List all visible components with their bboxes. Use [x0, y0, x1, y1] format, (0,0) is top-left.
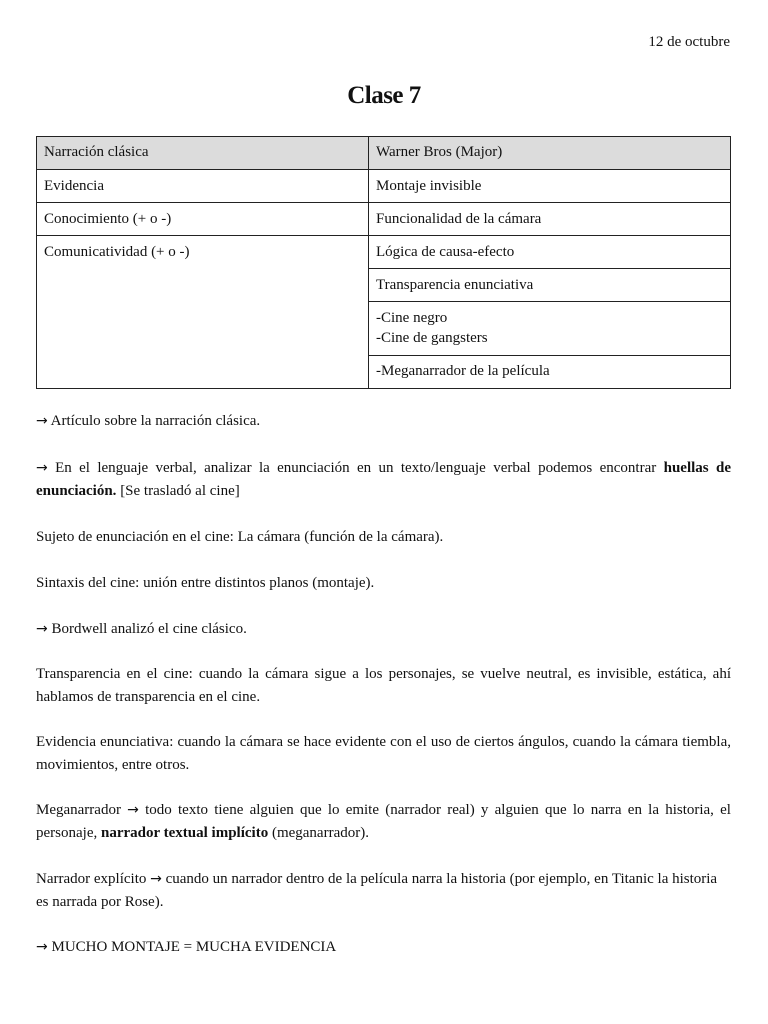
- arrow-icon: →: [36, 460, 48, 476]
- page-title: Clase 7: [347, 82, 421, 109]
- note-paragraph: Sujeto de enunciación en el cine: La cámara (función de la cámara).: [36, 529, 444, 545]
- note-paragraph: Transparencia en el cine: cuando la cámara sigue a los personajes, se vuelve neutral, es invisible, estática, ahí hablamos de transparencia en el cine.: [36, 666, 731, 705]
- note-bold-text: narrador textual implícito: [100, 825, 269, 841]
- table-row: [37, 170, 731, 203]
- note-text: Narrador explícito: [36, 871, 151, 887]
- note-paragraph: [36, 618, 731, 641]
- table-cell: -Meganarrador de la película: [369, 356, 731, 389]
- arrow-icon: →: [36, 939, 48, 955]
- comparison-table: [36, 136, 731, 389]
- table-cell-line: -Cine de gangsters: [376, 330, 488, 346]
- note-paragraph: Sintaxis del cine: unión entre distintos planos (montaje).: [36, 575, 375, 591]
- note-paragraph: Evidencia enunciativa: cuando la cámara se hace evidente con el uso de ciertos ángulos, cuando la cámara tiembla, movimientos, entre otros.: [36, 734, 731, 773]
- note-text: todo texto tiene alguien que lo emite (narrador real) y alguien que lo narra en la historia, el personaje,: [36, 802, 731, 841]
- table-cell: Evidencia: [37, 170, 369, 203]
- note-text: Artículo sobre la narración clásica.: [47, 413, 261, 429]
- note-text: [Se trasladó al cine]: [116, 483, 240, 499]
- note-paragraph: [36, 410, 731, 433]
- note-paragraph: [36, 868, 731, 914]
- table-cell-line: -Cine negro: [376, 310, 448, 326]
- table-cell: Montaje invisible: [369, 170, 731, 203]
- table-cell: [369, 302, 731, 356]
- note-paragraph: [36, 936, 731, 959]
- table-cell: Conocimiento (+ o -): [37, 203, 369, 236]
- arrow-icon: →: [36, 621, 48, 637]
- table-header-row: [37, 137, 731, 170]
- arrow-icon: →: [150, 871, 162, 887]
- arrow-icon: →: [36, 413, 48, 429]
- table-cell: Narración clásica: [37, 137, 369, 170]
- note-text: Meganarrador: [36, 802, 128, 818]
- table-cell: Transparencia enunciativa: [369, 269, 731, 302]
- table-cell: Funcionalidad de la cámara: [369, 203, 731, 236]
- arrow-icon: →: [127, 802, 139, 818]
- table-cell: Lógica de causa-efecto: [369, 236, 731, 269]
- note-paragraph: [36, 799, 731, 845]
- page-date: 12 de octubre: [648, 34, 730, 50]
- note-paragraph: [36, 457, 731, 503]
- table-row: [37, 236, 731, 269]
- note-bold-text: huellas de enunciación.: [36, 460, 731, 499]
- table-cell: Comunicatividad (+ o -): [37, 236, 369, 389]
- note-text: MUCHO MONTAJE = MUCHA EVIDENCIA: [47, 939, 337, 955]
- note-text: Bordwell analizó el cine clásico.: [47, 621, 247, 637]
- note-text: cuando un narrador dentro de la película narra la historia (por ejemplo, en Titanic la historia es narrada por Rose).: [36, 871, 718, 910]
- note-text: En el lenguaje verbal, analizar la enunciación en un texto/lenguaje verbal podemos encontrar: [47, 460, 664, 476]
- note-text: (meganarrador).: [268, 825, 369, 841]
- table-row: [37, 203, 731, 236]
- table-cell: Warner Bros (Major): [369, 137, 731, 170]
